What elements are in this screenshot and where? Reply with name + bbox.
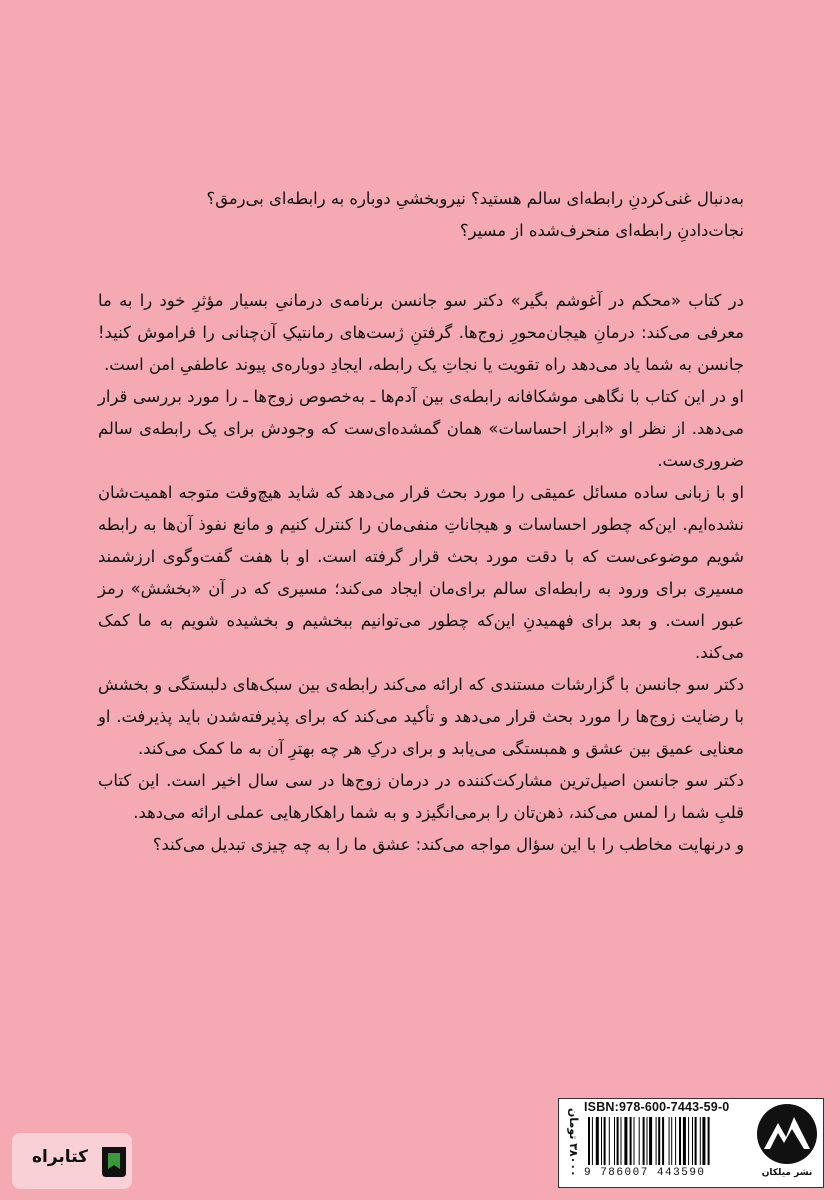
barcode-bar [656,1117,657,1165]
store-name: کتابراه [31,1147,89,1167]
barcode-bar [658,1117,660,1165]
barcode-bar [630,1117,632,1165]
publisher-name: نشر میلکان [761,1168,813,1178]
barcode-bar [592,1117,593,1165]
barcode-bar [609,1117,610,1165]
publisher-logo-icon [756,1103,818,1165]
barcode-bar [647,1117,648,1165]
barcode-bar [634,1117,635,1165]
ketabrah-logo-icon [96,1143,130,1179]
barcode-bar [601,1117,602,1165]
barcode-bar [643,1117,645,1165]
barcode-bar [692,1117,693,1165]
barcode-bar [621,1117,622,1165]
body-paragraph: در کتاب «محکم در آغوشم بگیر» دکتر سو جانسن برنامه‌ی درمانیِ بسیار مؤثرِ خود را به ما معرفی می‌کند: درمانِ هیجان‌محورِ زوج‌ها. گرفتنِ ژست‌های رمانتیکِ آن‌چنانی را فراموش کنید! جانسن به شما یاد می‌دهد راه تقویت یا نجاتِ یک رابطه، ایجادِ دوباره‌ی پیوند عاطفیِ امن است. [98,291,744,374]
body-paragraph: دکتر سو جانسن اصیل‌ترین مشارکت‌کننده در درمان زوج‌ها در سی سال اخیر است. این کتاب قلبِ شما را لمس می‌کند، ذهن‌تان را برمی‌انگیزد و به شما راهکارهایی عملی ارائه می‌دهد. [98,771,744,822]
barcode-bar [617,1117,619,1165]
barcode-bar [662,1117,664,1165]
body-paragraph: او در این کتاب با نگاهی موشکافانه رابطه‌ی بین آدم‌ها ـ به‌خصوص زوج‌ها ـ را مورد بررسی قرار می‌دهد. از نظر او «ابراز احساسات» همان گمشده‌ای‌ست که وجودش برای یک رابطه‌ی سالم ضروری‌ست. [98,387,744,470]
barcode-bar [604,1117,606,1165]
barcode-bar [700,1117,701,1165]
body-paragraph: و درنهایت مخاطب را با این سؤال مواجه می‌کند: عشق ما را به چه چیزی تبدیل می‌کند؟ [152,835,744,854]
barcode-bar [614,1117,615,1165]
intro-line: نجات‌دادنِ رابطه‌ای منحرف‌شده از مسیر؟ [459,221,744,240]
barcode-bar [695,1117,697,1165]
body-paragraph: او با زبانی ساده مسائل عمیقی را مورد بحث قرار می‌دهد که شاید هیچ‌وقت متوجه اهمیت‌شان نشده‌ایم. این‌که چطور احساسات و هیجاناتِ منفی‌مان را کنترل کنیم و مانع نفوذ آن‌ها به رابطه شویم موضوعی‌ست که با دقت مورد بحث قرار گرفته است. او با هفت گفت‌وگوی ارزشمند مسیری برای ورود به رابطه‌ای سالم برای‌مان ایجاد می‌کند؛ مسیری که در آن «بخشش» رمز عبور است. و بعد برای فهمیدنِ این‌که چطور می‌توانیم ببخشیم و بخشیده شویم به ما کمک می‌کند. [98,483,744,662]
barcode-bar [639,1117,640,1165]
barcode-image [586,1117,752,1165]
barcode-bar [688,1117,689,1165]
intro-line: به‌دنبال غنی‌کردنِ رابطه‌ای سالم هستید؟ نیروبخشیِ دوباره به رابطه‌ای بی‌رمق؟ [206,189,744,208]
barcode-bar [588,1117,590,1165]
intro-text [98,183,744,247]
barcode-bar [683,1117,686,1165]
body-text [98,285,744,861]
barcode-bar [669,1117,670,1165]
price-label: ۳۸۰۰۰ تومان [567,1107,580,1177]
body-paragraph: دکتر سو جانسن با گزارشات مستندی که ارائه می‌کند رابطه‌ی بین سبک‌های دلبستگی و بخشش با رضایت زوج‌ها را مورد بحث قرار می‌دهد و تأکید می‌کند که برای پذیرفته‌شدن باید پذیرفت. او معنایی عمیق بین عشق و همبستگی می‌یابد و برای درکِ هر چه بهترِ آن به ما کمک می‌کند. [98,675,744,758]
barcode-bar [679,1117,681,1165]
barcode-bar [671,1117,672,1165]
barcode-bar [708,1117,710,1165]
isbn-label: ISBN:978-600-7443-59-0 [584,1100,730,1114]
store-watermark [12,1133,132,1189]
barcode-bar [624,1117,627,1165]
barcode-bar [649,1117,652,1165]
barcode-bar [596,1117,599,1165]
barcode-bar [675,1117,676,1165]
barcode-bar [702,1117,705,1165]
barcode-number: 9 786007 443590 [584,1167,706,1179]
